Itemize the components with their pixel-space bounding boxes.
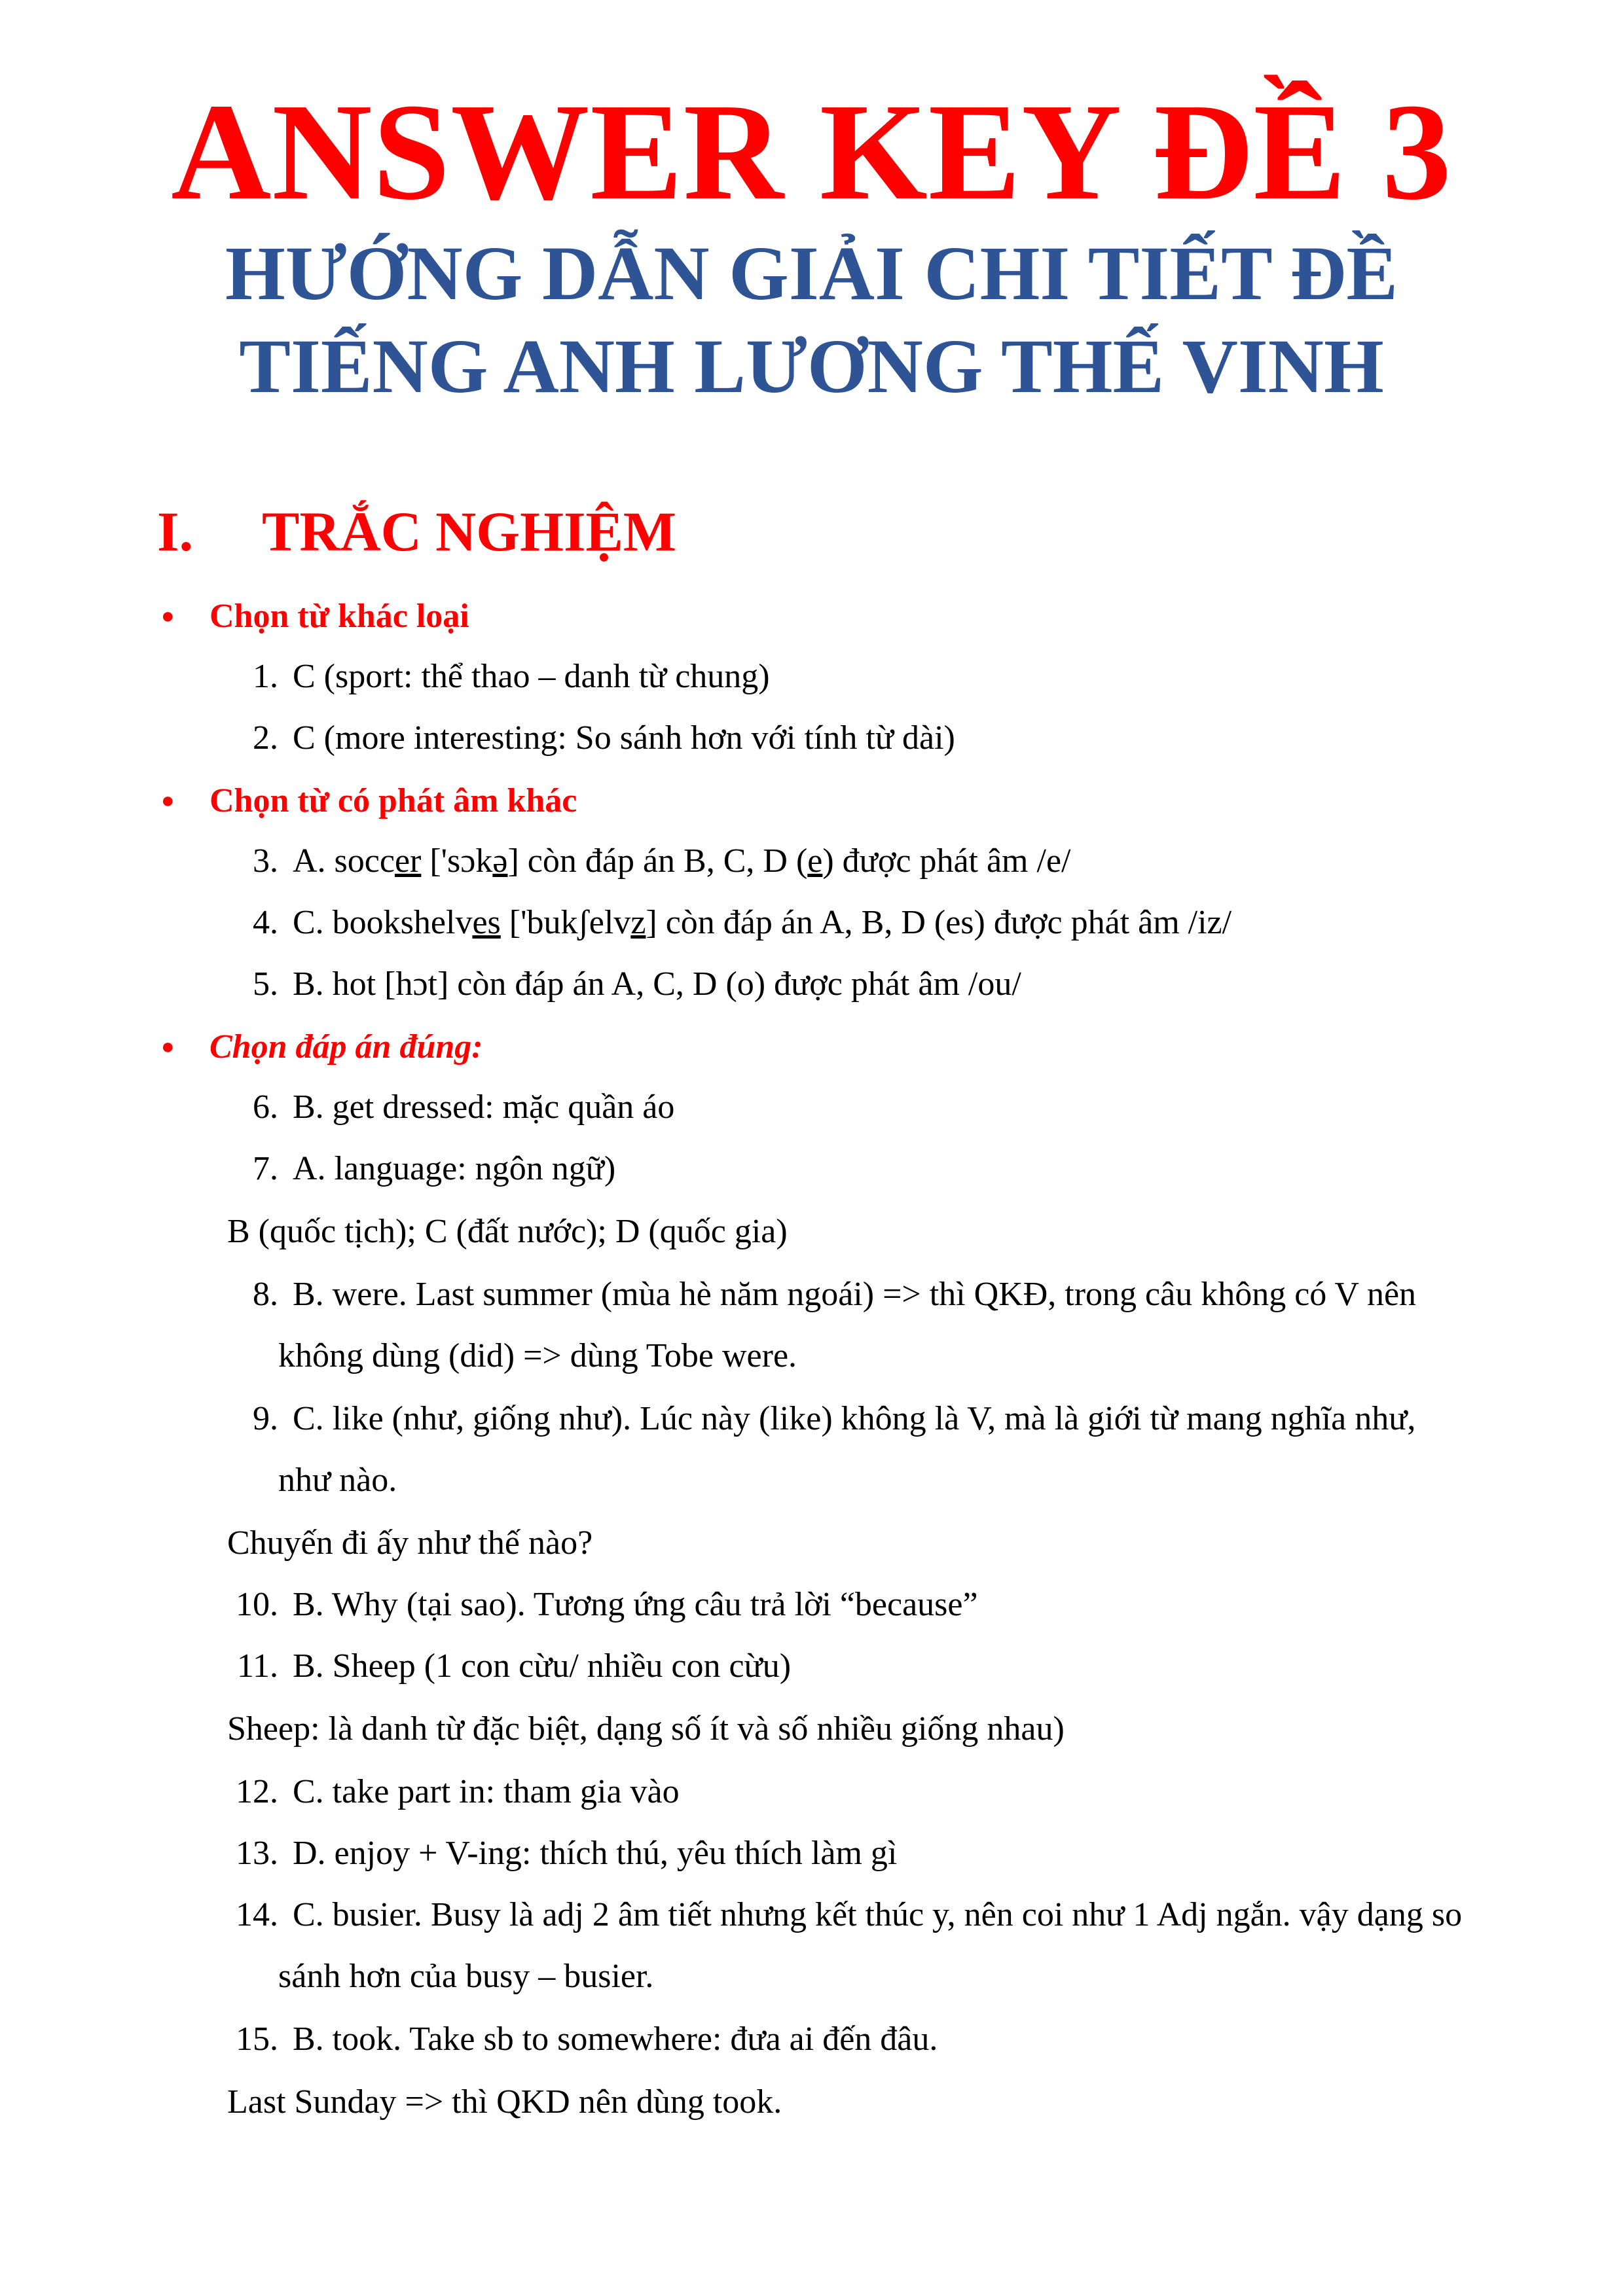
- item-text: C. take part in: tham gia vào: [293, 1773, 680, 1810]
- item-number: 1.: [253, 658, 278, 695]
- answer-item-2: [226, 717, 955, 759]
- item-number: 8.: [253, 1276, 278, 1313]
- item-number: 14.: [236, 1896, 278, 1933]
- group-label: Chọn từ có phát âm khác: [210, 782, 577, 819]
- group-heading-odd-one-out: [161, 596, 469, 637]
- item-text: B. were. Last summer (mùa hè năm ngoái) => thì QKĐ, trong câu không có V nên: [293, 1276, 1417, 1313]
- item-number: 12.: [236, 1773, 278, 1810]
- item-text: C (more interesting: So sánh hơn với tính từ dài): [293, 719, 955, 757]
- item-text: ['sɔk: [421, 842, 493, 880]
- item-number: 4.: [253, 904, 278, 941]
- item-number: 7.: [253, 1150, 278, 1187]
- section-number: I.: [157, 500, 193, 563]
- answer-note-9: Chuyến đi ấy như thế nào?: [227, 1524, 593, 1562]
- answer-item-3: [226, 840, 1070, 882]
- item-number: 5.: [253, 965, 278, 1003]
- item-text: C. like (như, giống như). Lúc này (like) không là V, mà là giới từ mang nghĩa như,: [293, 1400, 1416, 1437]
- underlined-letters: e: [807, 842, 823, 880]
- answer-note-11: Sheep: là danh từ đặc biệt, dạng số ít và số nhiều giống nhau): [227, 1710, 1065, 1748]
- item-text: ) được phát âm /e/: [822, 842, 1071, 880]
- answer-item-8-continued: không dùng (did) => dùng Tobe were.: [278, 1337, 797, 1374]
- answer-item-9: [226, 1398, 1415, 1440]
- group-label: Chọn đáp án đúng:: [210, 1028, 483, 1066]
- item-text: C. bookshelv: [293, 904, 473, 941]
- underlined-letters: er: [394, 842, 422, 880]
- answer-note-7: B (quốc tịch); C (đất nước); D (quốc gia): [227, 1213, 788, 1250]
- answer-item-10: [226, 1584, 978, 1626]
- bullet-icon: ●: [161, 789, 175, 813]
- section-title: TRẮC NGHIỆM: [262, 500, 677, 563]
- item-number: 9.: [253, 1400, 278, 1437]
- underlined-phoneme: ə: [492, 842, 508, 880]
- item-text: ] còn đáp án B, C, D (: [507, 842, 808, 880]
- item-number: 15.: [236, 2020, 278, 2058]
- item-number: 3.: [253, 842, 278, 880]
- bullet-icon: ●: [161, 604, 175, 628]
- item-number: 2.: [253, 719, 278, 757]
- underlined-phoneme: z: [630, 904, 646, 941]
- item-text: B. Sheep (1 con cừu/ nhiều con cừu): [293, 1647, 792, 1685]
- underlined-letters: es: [472, 904, 501, 941]
- item-text: A. socc: [293, 842, 395, 880]
- item-text: C (sport: thể thao – danh từ chung): [293, 658, 770, 695]
- answer-item-4: [226, 902, 1231, 944]
- answer-item-5: [226, 963, 1021, 1005]
- item-text: B. get dressed: mặc quần áo: [293, 1088, 675, 1126]
- answer-item-9-continued: như nào.: [278, 1462, 397, 1499]
- item-text: C. busier. Busy là adj 2 âm tiết nhưng kết thúc y, nên coi như 1 Adj ngắn. vậy dạng so: [293, 1896, 1463, 1933]
- item-text: B. Why (tại sao). Tương ứng câu trả lời “because”: [293, 1586, 978, 1623]
- group-heading-choose-correct: [161, 1026, 483, 1068]
- item-text: A. language: ngôn ngữ): [293, 1150, 616, 1187]
- document-subtitle-line-1: HƯỚNG DẪN GIẢI CHI TIẾT ĐỀ: [225, 230, 1398, 316]
- document-subtitle-line-2: TIẾNG ANH LƯƠNG THẾ VINH: [239, 323, 1384, 409]
- item-number: 6.: [253, 1088, 278, 1126]
- item-text: ['bukʃelv: [500, 904, 631, 941]
- item-text: ] còn đáp án A, B, D (es) được phát âm /iz/: [646, 904, 1232, 941]
- group-label: Chọn từ khác loại: [210, 598, 469, 635]
- answer-item-14: [226, 1894, 1462, 1936]
- answer-item-1: [226, 656, 770, 698]
- item-number: 11.: [236, 1647, 278, 1685]
- item-text: B. took. Take sb to somewhere: đưa ai đến đâu.: [293, 2020, 938, 2058]
- answer-item-8: [226, 1274, 1416, 1316]
- group-heading-pronunciation: [161, 780, 577, 822]
- document-title: ANSWER KEY ĐỀ 3: [171, 75, 1452, 228]
- answer-item-11: [226, 1645, 791, 1687]
- answer-item-14-continued: sánh hơn của busy – busier.: [278, 1958, 654, 1995]
- answer-note-15: Last Sunday => thì QKD nên dùng took.: [227, 2083, 782, 2121]
- answer-item-6: [226, 1086, 674, 1128]
- bullet-icon: ●: [161, 1035, 175, 1059]
- answer-item-13: [226, 1833, 897, 1874]
- item-number: 10.: [236, 1586, 278, 1623]
- item-number: 13.: [236, 1835, 278, 1872]
- answer-item-12: [226, 1771, 680, 1813]
- section-heading: [157, 499, 676, 564]
- item-text: D. enjoy + V-ing: thích thú, yêu thích làm gì: [293, 1835, 898, 1872]
- answer-item-15: [226, 2018, 938, 2060]
- item-text: B. hot [hɔt] còn đáp án A, C, D (o) được phát âm /ou/: [293, 965, 1021, 1003]
- answer-item-7: [226, 1148, 615, 1190]
